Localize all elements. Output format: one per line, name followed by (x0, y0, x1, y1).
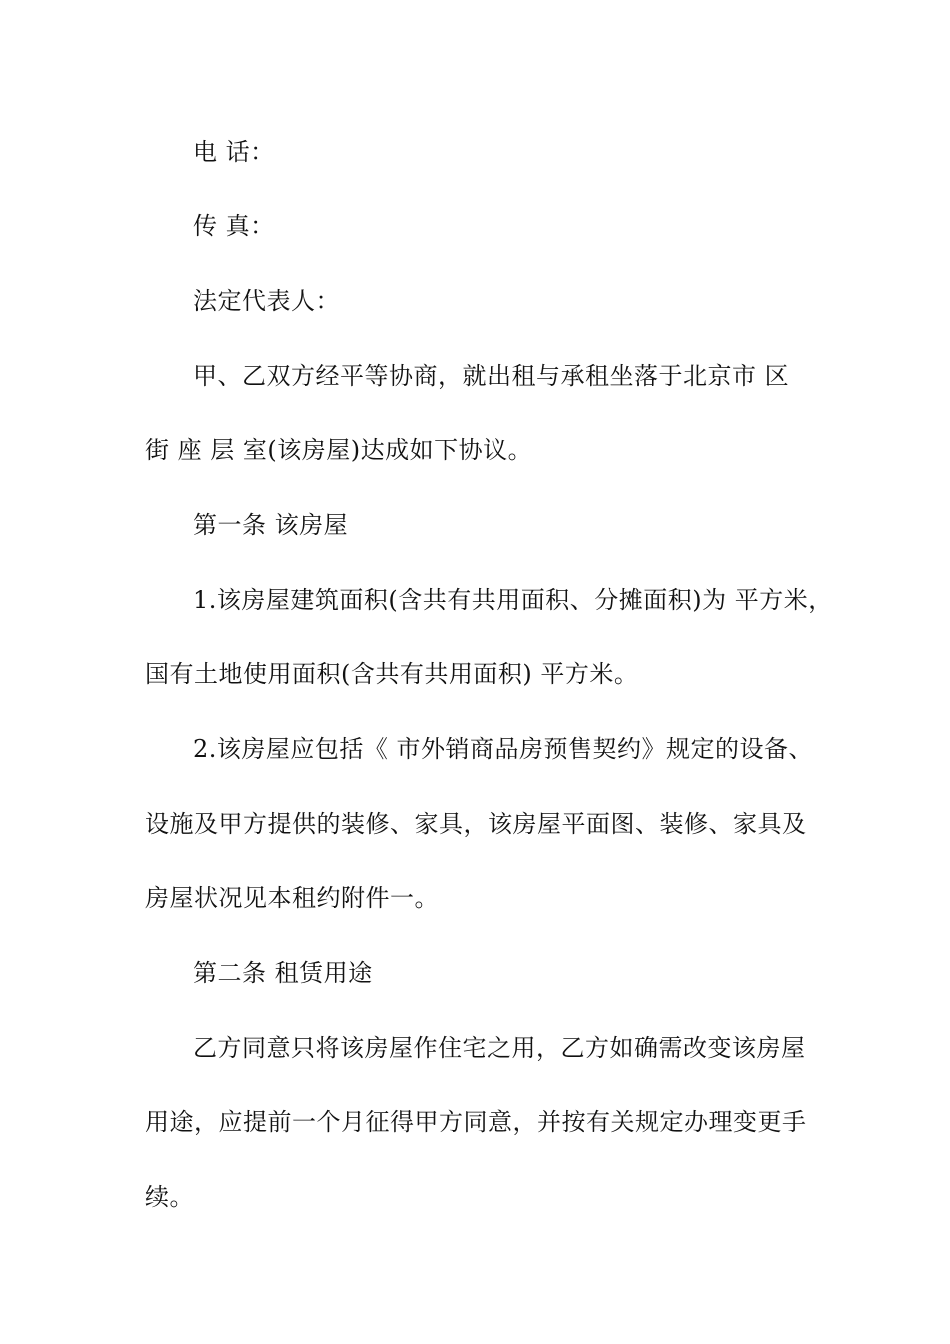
article-one-item-2-line-3: 房屋状况见本租约附件一。 (145, 884, 439, 912)
article-one-heading: 第一条 该房屋 (193, 511, 349, 539)
article-one-item-2-line-2: 设施及甲方提供的装修、家具，该房屋平面图、装修、家具及 (145, 810, 807, 838)
article-two-heading: 第二条 租赁用途 (193, 959, 373, 987)
agreement-intro-line-2: 街 座 层 室(该房屋)达成如下协议。 (145, 436, 533, 464)
phone-label: 电 话： (193, 138, 275, 166)
agreement-intro-line-1: 甲、乙双方经平等协商，就出租与承租坐落于北京市 区 (193, 362, 790, 390)
article-two-paragraph-line-3: 续。 (145, 1183, 194, 1211)
article-one-item-2-line-1: 2.该房屋应包括《 市外销商品房预售契约》规定的设备、 (193, 735, 814, 763)
article-two-paragraph-line-1: 乙方同意只将该房屋作住宅之用，乙方如确需改变该房屋 (193, 1034, 806, 1062)
fax-label: 传 真： (193, 212, 275, 240)
article-one-item-1-line-2: 国有土地使用面积(含共有共用面积) 平方米。 (145, 660, 639, 688)
legal-representative-label: 法定代表人： (193, 287, 340, 315)
article-two-paragraph-line-2: 用途，应提前一个月征得甲方同意，并按有关规定办理变更手 (145, 1108, 807, 1136)
article-one-item-1-line-1: 1.该房屋建筑面积(含共有共用面积、分摊面积)为 平方米， (193, 586, 833, 614)
